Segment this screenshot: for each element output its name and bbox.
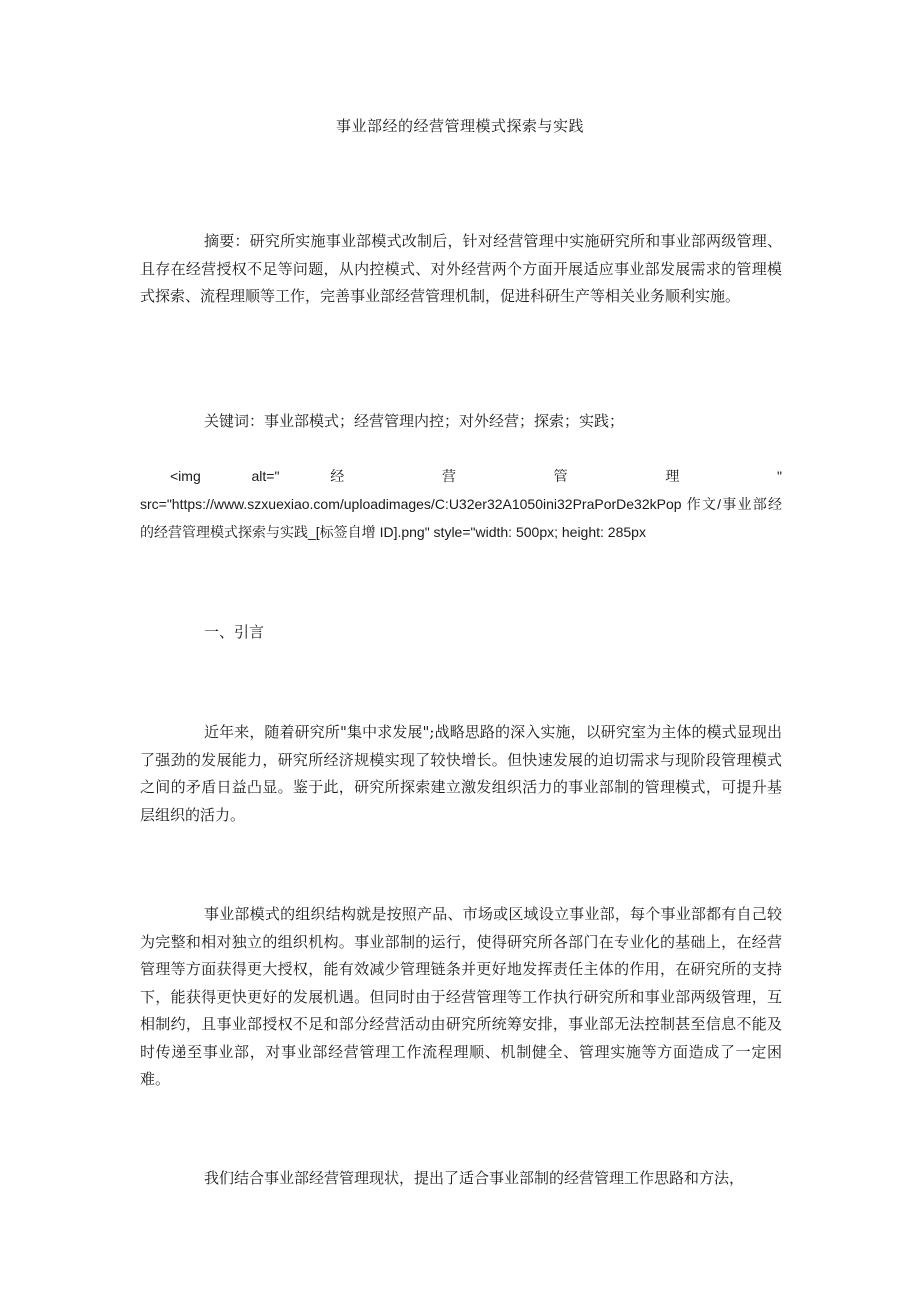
image-code-line-1: <img alt=" 经 营 管 理 "	[170, 468, 782, 484]
keywords-paragraph: 关键词：事业部模式；经营管理内控；对外经营；探索；实践；	[204, 412, 625, 430]
body-paragraph-1: 近年来，随着研究所"集中求发展";战略思路的深入实施，以研究室为主体的模式显现出了强劲的发展能力，研究所经济规模实现了较快增长。但快速发展的迫切需求与现阶段管理模式之间的矛盾日益凸显。鉴于此，研究所探索建立激发组织活力的事业部制的管理模式，可提升基层组织的活力。	[140, 723, 782, 824]
body-paragraph-2: 事业部模式的组织结构就是按照产品、市场或区域设立事业部，每个事业部都有自己较为完整和相对独立的组织机构。事业部制的运行，使得研究所各部门在专业化的基础上，在经营管理等方面获得更大授权，能有效减少管理链条并更好地发挥责任主体的作用，在研究所的支持下，能获得更快更好的发展机遇。但同时由于经营管理等工作执行研究所和事业部两级管理，互相制约，且事业部授权不足和部分经营活动由研究所统筹安排，事业部无法控制甚至信息不能及时传递至事业部，对事业部经营管理工作流程理顺、机制健全、管理实施等方面造成了一定困难。	[140, 905, 782, 1088]
image-code-line-rest: src="https://www.szxuexiao.com/uploadimages/C:U32er32A1050ini32PraPorDe32kPop 作文/事业部经的经营管理模式探索与实践_[标签自增 ID].png" style="width: 500px; height: 285px	[140, 496, 782, 540]
document-title: 事业部经的经营管理模式探索与实践	[335, 117, 584, 135]
image-code-text	[140, 462, 782, 546]
body-paragraph-3: 我们结合事业部经营管理现状，提出了适合事业部制的经营管理工作思路和方法，	[204, 1169, 745, 1187]
abstract-paragraph: 摘要：研究所实施事业部模式改制后，针对经营管理中实施研究所和事业部两级管理、且存在经营授权不足等问题，从内控模式、对外经营两个方面开展适应事业部发展需求的管理模式探索、流程理顺等工作，完善事业部经营管理机制，促进科研生产等相关业务顺利实施。	[140, 232, 782, 305]
section-heading-introduction: 一、引言	[204, 623, 265, 641]
